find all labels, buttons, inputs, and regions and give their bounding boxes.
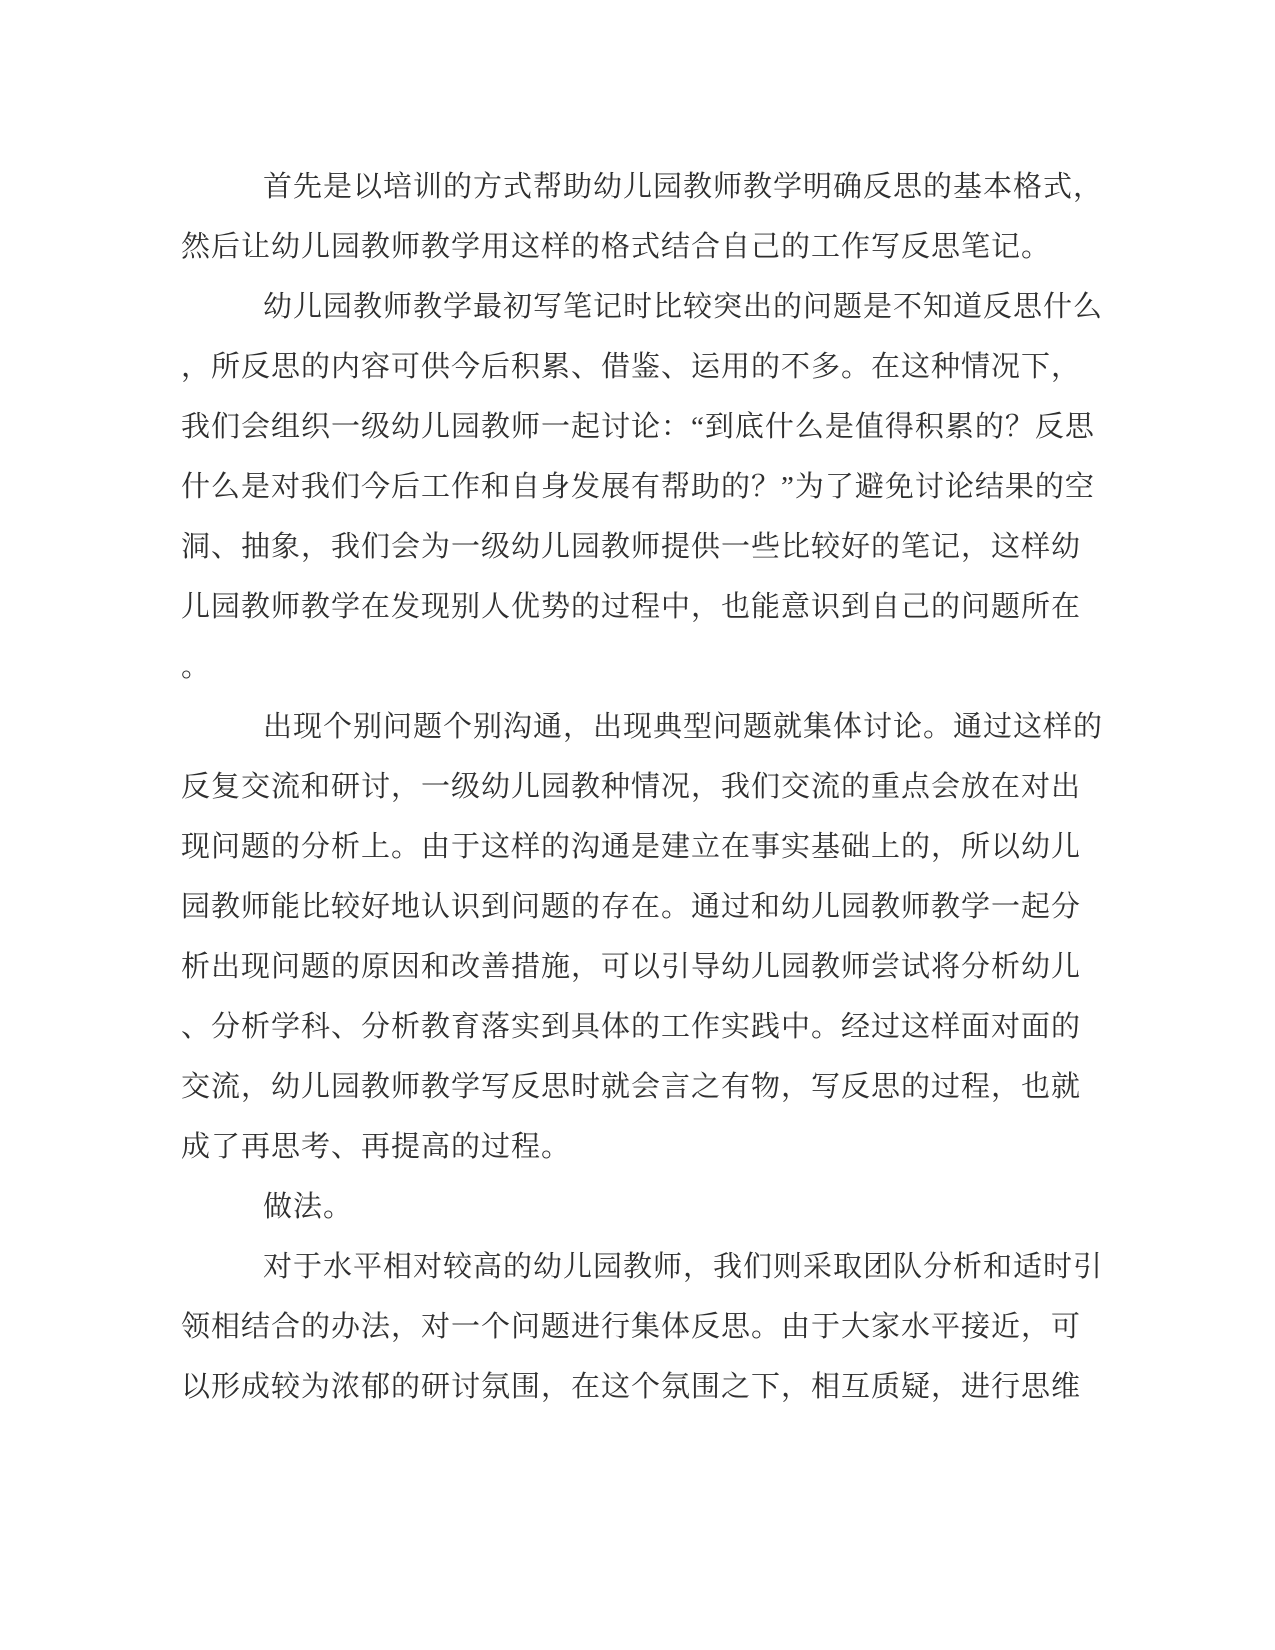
- text-line: 什么是对我们今后工作和自身发展有帮助的？”为了避免讨论结果的空: [181, 471, 1095, 503]
- text-line: 首先是以培训的方式帮助幼儿园教师教学明确反思的基本格式，: [263, 171, 1104, 203]
- text-line: 做法。: [263, 1191, 354, 1223]
- text-line: 然后让幼儿园教师教学用这样的格式结合自己的工作写反思笔记。: [181, 231, 1052, 263]
- text-line: 对于水平相对较高的幼儿园教师，我们则采取团队分析和适时引: [263, 1251, 1104, 1283]
- text-line: 幼儿园教师教学最初写笔记时比较突出的问题是不知道反思什么: [263, 291, 1104, 323]
- text-line: 园教师能比较好地认识到问题的存在。通过和幼儿园教师教学一起分: [181, 891, 1082, 923]
- text-line: 现问题的分析上。由于这样的沟通是建立在事实基础上的，所以幼儿: [181, 831, 1082, 863]
- text-line: 领相结合的办法，对一个问题进行集体反思。由于大家水平接近，可: [181, 1311, 1082, 1343]
- text-line: 儿园教师教学在发现别人优势的过程中，也能意识到自己的问题所在: [181, 591, 1082, 623]
- text-line: 成了再思考、再提高的过程。: [181, 1131, 572, 1163]
- text-line: 析出现问题的原因和改善措施，可以引导幼儿园教师尝试将分析幼儿: [181, 951, 1082, 983]
- text-line: 反复交流和研讨，一级幼儿园教种情况，我们交流的重点会放在对出: [181, 771, 1082, 803]
- text-line: ，所反思的内容可供今后积累、借鉴、运用的不多。在这种情况下，: [181, 351, 1082, 383]
- text-line: 我们会组织一级幼儿园教师一起讨论：“到底什么是值得积累的？反思: [181, 411, 1095, 443]
- text-line: 交流，幼儿园教师教学写反思时就会言之有物，写反思的过程，也就: [181, 1071, 1082, 1103]
- text-line: 。: [181, 651, 212, 683]
- text-line: 出现个别问题个别沟通，出现典型问题就集体讨论。通过这样的: [263, 711, 1104, 743]
- text-line: 、分析学科、分析教育落实到具体的工作实践中。经过这样面对面的: [181, 1011, 1082, 1043]
- text-line: 洞、抽象，我们会为一级幼儿园教师提供一些比较好的笔记，这样幼: [181, 531, 1082, 563]
- text-line: 以形成较为浓郁的研讨氛围，在这个氛围之下，相互质疑，进行思维: [181, 1371, 1082, 1403]
